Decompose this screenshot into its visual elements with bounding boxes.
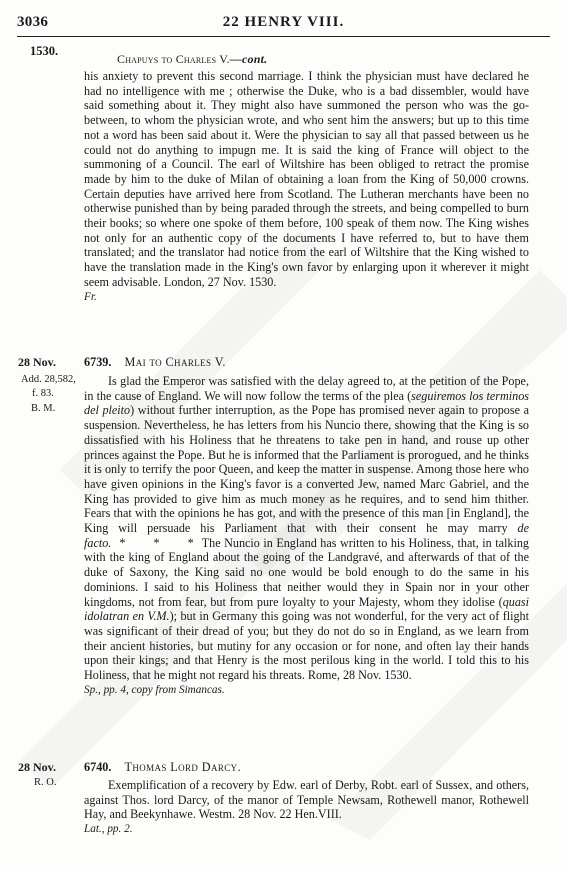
continued-source: Fr. bbox=[84, 290, 97, 303]
entry-6740-title: Thomas Lord Darcy. bbox=[124, 760, 242, 774]
entry-6739-heading bbox=[84, 355, 226, 370]
entry-6739-source: Sp., pp. 4, copy from Simancas. bbox=[84, 683, 225, 696]
entry-6739-ref-library: B. M. bbox=[31, 403, 56, 414]
entry-6739-ref-add: Add. 28,582, bbox=[21, 374, 76, 385]
entry-6739-text-4: ); but in Germany this going was not wonderful, for the very act of flight was significant of their dread of you; but they do not do so in England, as we learn from their ancient histories, but mutiny for any occasion or for none, and often lay their hands upon their kings; and that Henry is the most perilous king in the world. I told this to his Holiness, that he might not regard his threats. Rome, 28 Nov. 1530. bbox=[84, 609, 529, 683]
running-title: 22 HENRY VIII. bbox=[222, 14, 345, 30]
entry-6740-paragraph: Exemplification of a recovery by Edw. earl of Derby, Robt. earl of Sussex, and others, against Thos. lord Darcy, of the manor of Temple Newsam, Rothewell manor, Rothewell Hay, and Beekynhawe. Westm. 28 Nov. 22 Hen.VIII. bbox=[84, 778, 529, 822]
entry-6739-italic-3: quasi idolatran en V.M. bbox=[84, 594, 529, 624]
margin-year: 1530. bbox=[30, 44, 59, 58]
entry-6739-italic-2: de facto. bbox=[84, 521, 529, 550]
header-rule bbox=[17, 36, 550, 37]
entry-6739-text-2: ) without further interruption, as the Pope has promised never again to propose a suspension. Nevertheless, he has letters from his Nuncio there, showing that the King is so dissatisfied with his Holiness that he threatens to take pen in hand, and rouse up other princes against the Pope. But he is informed that the Parliament is prorogued, and he thinks it is only to terrify the poor Queen, and keep the matter in suspense. Among those here who have given opinions in the King's favor is a converted Jew, named Marc Gabriel, and the King has provided to give him as much money as he requires, and to send him thither. Fears that with the opinions he has got, and with the presence of this man [in England], the King will persuade his Parliament that with their consent he may marry bbox=[84, 403, 529, 536]
entry-6739-date: 28 Nov. bbox=[18, 355, 57, 369]
page-number: 3036 bbox=[17, 14, 49, 30]
entry-6739-italic-1: seguiremos los terminos del pleito bbox=[84, 388, 529, 418]
entry-6739-ref-folio: f. 83. bbox=[32, 388, 54, 399]
entry-6739-ellipsis: * * * bbox=[119, 535, 194, 550]
entry-6740-source: Lat., pp. 2. bbox=[84, 823, 133, 836]
continued-marker: —cont. bbox=[229, 52, 268, 66]
entry-6739-number: 6739. bbox=[84, 355, 112, 369]
entry-6739-paragraph bbox=[84, 374, 529, 683]
continued-paragraph: his anxiety to prevent this second marriage. I think the physician must have declared he had no intelligence with me ; otherwise the Duke, who is a bad dissembler, would have said something about it. They might also have summoned the person who was the go-between, to whom the physician wrote, and who sent him the answers; but up to this time not a word has been said about it. Were the physician to say all that passed between us he could not do anything to impugn me. It is said the king of France will object to the summoning of a Council. The earl of Wiltshire has been obliged to retract the promise made by him to the duke of Milan of obtaining a loan from the King of 50,000 crowns. Certain deputies have arrived here from Scotland. The Lutheran merchants have been no otherwise punished than by being paraded through the streets, and being compelled to burn their books; so where one spoke of them before, 100 speak of them now. The King wishes not only for an authentic copy of the documents I have referred to, but to have them translated; and the translator had notice from the earl of Wiltshire that the King wished to have the translation made in the King's own favor by enlarging upon it wherever it might seem advisable. London, 27 Nov. 1530. bbox=[84, 69, 529, 289]
continued-letter-heading bbox=[117, 52, 267, 67]
entry-6740-ref: R. O. bbox=[34, 777, 57, 788]
entry-6739-text-3: The Nuncio in England has written to his Holiness, that, in talking with the king of England about the going of the Landgravé, and afterwards of that of the duke of Saxony, the King said no one would be bold enough to do the same in his dominions. I said to his Holiness that neither would they in Spain nor in your other kingdoms, not from fear, but from pure loyalty to your Majesty, whom they idolise ( bbox=[84, 535, 529, 609]
entry-6740-body bbox=[84, 778, 529, 837]
continued-title: Chapuys to Charles V. bbox=[117, 52, 230, 66]
entry-6739-text-1: Is glad the Emperor was satisfied with the delay agreed to, at the petition of the Pope, in the cause of England. We will now follow the terms of the plea ( bbox=[84, 374, 529, 403]
entry-6740-heading bbox=[84, 760, 241, 775]
entry-6739-title: Mai to Charles V. bbox=[124, 355, 226, 369]
entry-6740-number: 6740. bbox=[84, 760, 112, 774]
entry-6739-body bbox=[84, 374, 529, 697]
continued-letter-body bbox=[84, 69, 529, 304]
entry-6740-date: 28 Nov. bbox=[18, 760, 57, 774]
